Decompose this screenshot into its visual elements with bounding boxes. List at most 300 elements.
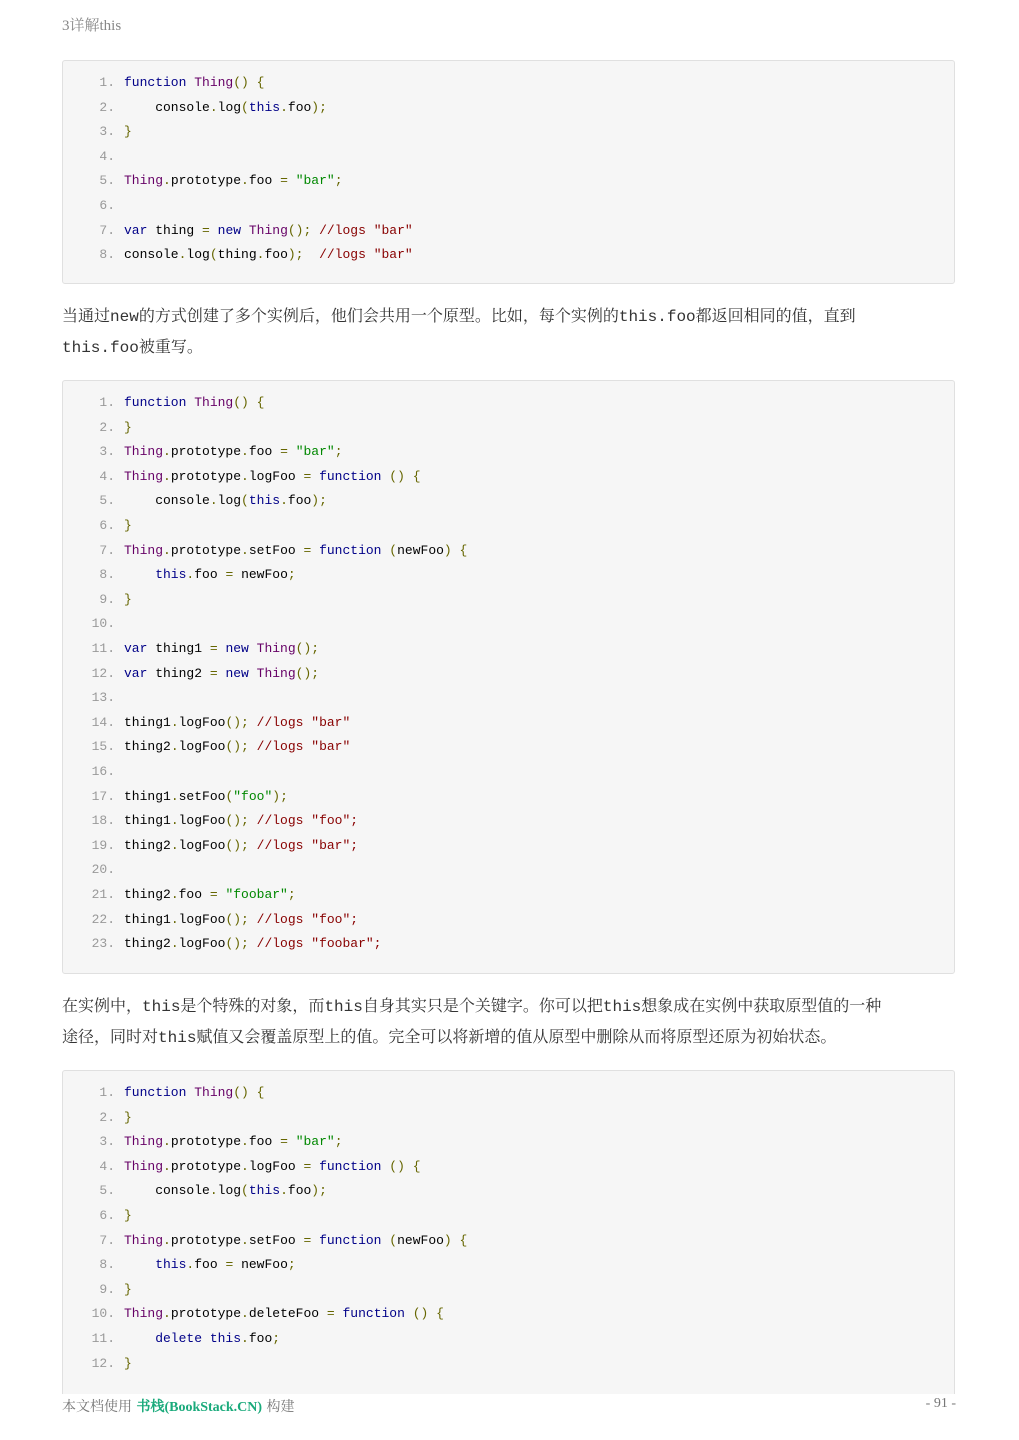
code-token: log: [217, 493, 242, 509]
line-number: 1.: [99, 1085, 115, 1100]
code-token: );: [287, 247, 320, 263]
code-token: .: [170, 788, 179, 804]
code-token: .: [170, 887, 179, 902]
code-token: foo: [248, 173, 281, 189]
code-token: =: [303, 542, 320, 558]
code-token: "bar": [295, 444, 335, 460]
code-token: .: [163, 173, 171, 189]
code-token: new: [225, 665, 257, 681]
code-line: [63, 836, 359, 856]
code-text: [124, 1157, 421, 1177]
line-number: 6.: [99, 198, 115, 213]
code-token: .: [241, 1232, 249, 1248]
code-text: [124, 1304, 444, 1324]
code-token: .: [209, 99, 218, 115]
code-token: .: [241, 1331, 249, 1346]
code-token: ();: [225, 739, 257, 755]
code-token: Thing: [194, 1085, 234, 1100]
line-number: 2.: [99, 99, 115, 115]
code-line: [63, 491, 327, 511]
paragraph-line: [62, 1022, 962, 1053]
code-text: [124, 541, 467, 561]
code-line: [63, 1157, 421, 1177]
code-text: [124, 467, 421, 487]
line-number: 18.: [91, 813, 115, 829]
code-token: =: [303, 1232, 320, 1248]
paragraph-text: 在实例中，: [62, 996, 143, 1015]
code-token: console: [124, 99, 210, 115]
code-token: foo: [248, 444, 281, 460]
code-token: =: [225, 1257, 242, 1273]
code-token: Thing: [194, 395, 234, 410]
code-token: "bar": [295, 1134, 335, 1150]
code-token: this: [248, 99, 281, 115]
code-token: Thing: [124, 444, 164, 460]
line-number: 16.: [91, 764, 115, 779]
code-line: [63, 442, 343, 462]
code-line: [63, 418, 132, 438]
code-text: [124, 590, 132, 610]
code-token: foo: [194, 567, 226, 583]
code-token: ();: [225, 936, 257, 952]
code-token: (: [389, 1232, 398, 1248]
code-token: );: [272, 788, 288, 804]
code-token: ;: [334, 1134, 343, 1150]
code-token: ();: [225, 911, 257, 927]
code-token: ) {: [443, 1232, 468, 1248]
code-token: "bar": [295, 173, 335, 189]
code-token: Thing: [124, 1232, 164, 1248]
code-token: ();: [225, 714, 257, 730]
line-number: 15.: [91, 739, 115, 755]
code-token: =: [202, 222, 218, 238]
code-token: }: [124, 1281, 132, 1297]
code-token: Thing: [124, 1306, 164, 1322]
code-line: [63, 98, 327, 118]
footer-suffix: 构建: [266, 1399, 295, 1415]
code-line: [63, 639, 320, 659]
line-number: 11.: [91, 641, 115, 656]
code-line: [63, 614, 115, 634]
code-token: prototype: [170, 444, 242, 460]
code-token: }: [124, 1109, 132, 1125]
code-token: function: [124, 1085, 195, 1100]
code-token: Thing: [124, 468, 164, 484]
code-token: .: [241, 173, 249, 189]
code-token: Thing: [124, 173, 164, 189]
code-token: =: [225, 567, 242, 583]
code-line: [63, 171, 343, 191]
code-token: prototype: [170, 173, 242, 189]
code-block-2: [62, 380, 955, 974]
code-token: prototype: [170, 1306, 242, 1322]
code-token: delete this: [124, 1331, 242, 1346]
inline-code: this.foo: [62, 339, 139, 357]
code-token: () {: [233, 395, 265, 410]
code-token: (: [389, 542, 398, 558]
line-number: 4.: [99, 468, 115, 484]
line-number: 10.: [91, 616, 115, 632]
code-token: }: [124, 419, 132, 435]
code-token: function: [124, 395, 195, 410]
code-token: //logs "foobar";: [256, 936, 382, 952]
code-token: );: [311, 99, 327, 115]
code-token: newFoo: [397, 542, 444, 558]
line-number: 4.: [99, 1158, 115, 1174]
paragraph-text: 是个特殊的对象，而: [180, 996, 325, 1015]
code-token: ;: [334, 173, 343, 189]
paragraph-line: [62, 332, 962, 363]
code-line: [63, 1206, 132, 1226]
code-token: thing1: [124, 813, 171, 829]
code-token: () {: [412, 1306, 444, 1322]
code-text: [124, 1083, 264, 1103]
code-token: thing2: [124, 837, 171, 853]
code-line: [63, 1231, 468, 1251]
code-block-3: [62, 1070, 955, 1394]
code-token: "foo": [233, 788, 273, 804]
code-token: this: [124, 567, 187, 583]
code-token: this: [248, 493, 281, 509]
code-token: function: [319, 468, 390, 484]
code-token: ();: [295, 641, 320, 656]
code-token: prototype: [170, 1134, 242, 1150]
code-token: .: [280, 1183, 288, 1199]
paragraph-line: [62, 991, 962, 1022]
code-text: [124, 1181, 327, 1201]
code-token: .: [163, 468, 171, 484]
code-token: .: [163, 1232, 171, 1248]
code-line: [63, 122, 132, 142]
code-text: [124, 639, 319, 659]
code-line: [63, 1255, 296, 1275]
line-number: 13.: [91, 690, 115, 706]
code-token: Thing: [248, 222, 288, 238]
code-token: Thing: [124, 1134, 164, 1150]
line-number: 21.: [91, 887, 115, 902]
code-line: [63, 73, 265, 93]
code-line: [63, 1108, 132, 1128]
inline-code: this: [602, 998, 642, 1016]
code-line: [63, 245, 413, 265]
code-token: ();: [225, 813, 257, 829]
code-token: }: [124, 1208, 132, 1223]
code-token: .: [170, 837, 179, 853]
code-token: log: [186, 247, 210, 263]
code-token: .: [241, 1306, 249, 1322]
inline-code: this.foo: [618, 308, 696, 326]
code-token: setFoo: [248, 542, 304, 558]
code-token: this: [124, 1257, 187, 1273]
line-number: 7.: [99, 222, 115, 238]
code-line: [63, 688, 115, 708]
paragraph-line: [62, 301, 962, 332]
code-text: [124, 934, 381, 954]
code-line: [63, 737, 351, 757]
code-token: .: [163, 444, 171, 460]
code-token: .: [170, 739, 179, 755]
code-text: [124, 1231, 467, 1251]
code-text: [124, 1206, 132, 1226]
code-token: thing: [155, 222, 203, 238]
code-text: [124, 171, 343, 191]
code-token: prototype: [170, 1232, 242, 1248]
line-number: 7.: [99, 1232, 115, 1248]
code-text: [124, 442, 343, 462]
code-token: () {: [233, 75, 265, 90]
code-token: .: [241, 444, 249, 460]
code-text: [124, 713, 350, 733]
line-number: 14.: [91, 714, 115, 730]
code-text: [124, 516, 132, 536]
code-line: [63, 860, 115, 880]
code-token: Thing: [124, 542, 164, 558]
code-token: //logs "bar": [256, 714, 351, 730]
code-line: [63, 787, 288, 807]
paragraph-text: 赋值又会覆盖原型上的值。完全可以将新增的值从原型中删除从而将原型还原为初始状态。: [196, 1027, 837, 1046]
code-text: [124, 418, 132, 438]
code-token: new: [225, 641, 257, 656]
code-token: foo: [194, 1257, 226, 1273]
code-text: [124, 73, 264, 93]
code-token: logFoo: [178, 813, 226, 829]
code-token: ();: [225, 837, 257, 853]
code-token: .: [209, 493, 218, 509]
code-token: foo: [248, 1134, 281, 1150]
line-number: 8.: [99, 247, 115, 263]
code-line: [63, 541, 468, 561]
code-line: [63, 221, 413, 241]
code-token: logFoo: [178, 936, 226, 952]
code-token: foo: [287, 99, 312, 115]
code-token: prototype: [170, 1158, 242, 1174]
code-token: thing1: [155, 641, 210, 656]
code-token: setFoo: [178, 788, 226, 804]
paragraph-2: [62, 991, 962, 1053]
code-token: newFoo: [241, 1257, 288, 1273]
code-token: logFoo: [178, 911, 226, 927]
code-token: ;: [287, 887, 296, 902]
code-token: () {: [233, 1085, 265, 1100]
code-token: (: [225, 788, 234, 804]
code-token: .: [256, 247, 265, 263]
code-line: [63, 762, 115, 782]
code-token: setFoo: [248, 1232, 304, 1248]
code-text: [124, 910, 358, 930]
code-token: () {: [389, 1158, 421, 1174]
inline-code: this: [324, 998, 363, 1016]
line-number: 7.: [99, 542, 115, 558]
code-token: deleteFoo: [248, 1306, 327, 1322]
line-number: 20.: [91, 862, 115, 878]
code-token: (: [241, 99, 249, 115]
code-line: [63, 1329, 281, 1349]
code-token: thing1: [124, 714, 171, 730]
line-number: 8.: [99, 1257, 115, 1273]
code-token: .: [170, 936, 179, 952]
code-token: ) {: [443, 542, 468, 558]
code-token: console: [124, 247, 179, 263]
code-token: foo: [178, 887, 210, 902]
code-token: prototype: [170, 468, 242, 484]
footer-prefix: 本文档使用: [62, 1399, 132, 1415]
code-line: [63, 811, 359, 831]
code-token: console: [124, 493, 210, 509]
code-token: log: [217, 1183, 242, 1199]
code-token: ;: [272, 1331, 281, 1346]
code-token: thing2: [124, 739, 171, 755]
code-text: [124, 787, 288, 807]
code-line: [63, 590, 132, 610]
code-token: ();: [295, 665, 320, 681]
line-number: 2.: [99, 419, 115, 435]
code-token: =: [209, 887, 226, 902]
code-text: [124, 737, 350, 757]
code-token: .: [170, 911, 179, 927]
code-token: .: [186, 567, 195, 583]
code-token: thing2: [124, 936, 171, 952]
code-token: var: [124, 665, 156, 681]
code-line: [63, 196, 115, 216]
code-token: .: [163, 1134, 171, 1150]
line-number: 1.: [99, 75, 115, 90]
code-text: [124, 1132, 343, 1152]
code-line: [63, 910, 359, 930]
line-number: 9.: [99, 591, 115, 607]
page-header-title: 3详解this: [62, 18, 122, 34]
inline-code: this: [142, 998, 181, 1016]
code-token: new: [217, 222, 249, 238]
code-line: [63, 1304, 444, 1324]
code-token: //logs "foo";: [256, 911, 359, 927]
line-number: 3.: [99, 444, 115, 460]
code-token: =: [280, 173, 296, 189]
code-line: [63, 934, 382, 954]
code-line: [63, 1280, 132, 1300]
paragraph-text: 自身其实只是个关键字。你可以把: [362, 996, 603, 1015]
code-token: logFoo: [248, 1158, 304, 1174]
code-token: Thing: [194, 75, 234, 90]
code-token: (: [241, 1183, 249, 1199]
line-number: 4.: [99, 148, 115, 164]
code-token: function: [342, 1306, 413, 1322]
code-token: Thing: [256, 641, 296, 656]
code-text: [124, 1108, 132, 1128]
code-token: function: [319, 1232, 390, 1248]
line-number: 8.: [99, 567, 115, 583]
paragraph-text: 都返回相同的值，直到: [695, 306, 856, 325]
code-token: ;: [287, 1257, 296, 1273]
code-line: [63, 516, 132, 536]
code-token: newFoo: [241, 567, 288, 583]
code-token: .: [163, 542, 171, 558]
bookstack-link[interactable]: 书栈(BookStack.CN): [136, 1400, 263, 1415]
code-token: =: [303, 468, 320, 484]
code-token: thing2: [155, 665, 210, 681]
code-token: );: [311, 1183, 327, 1199]
code-token: }: [124, 1355, 132, 1371]
code-token: .: [280, 493, 288, 509]
code-token: //logs "bar": [319, 247, 413, 263]
line-number: 11.: [91, 1331, 115, 1346]
code-token: foo: [264, 247, 288, 263]
code-text: [124, 1329, 280, 1349]
code-token: .: [163, 1158, 171, 1174]
code-token: var: [124, 641, 156, 656]
code-token: logFoo: [178, 837, 226, 853]
line-number: 17.: [91, 788, 115, 804]
line-number: 19.: [91, 837, 115, 853]
line-number: 3.: [99, 124, 115, 140]
code-token: .: [241, 1134, 249, 1150]
paragraph-text: 当通过: [62, 306, 111, 325]
code-token: thing: [217, 247, 257, 263]
code-token: .: [170, 714, 179, 730]
code-token: //logs "bar";: [256, 837, 359, 853]
code-token: function: [124, 75, 195, 90]
code-token: logFoo: [178, 739, 226, 755]
code-token: console: [124, 1183, 210, 1199]
code-text: [124, 836, 358, 856]
code-token: //logs "foo";: [256, 813, 359, 829]
code-token: //logs "bar": [319, 222, 413, 238]
code-token: .: [241, 1158, 249, 1174]
code-line: [63, 1181, 327, 1201]
paragraph-text: 途径，同时对: [62, 1027, 159, 1046]
code-token: .: [178, 247, 187, 263]
code-line: [63, 565, 296, 585]
line-number: 9.: [99, 1281, 115, 1297]
inline-code: this: [158, 1029, 197, 1047]
paragraph-text: 的方式创建了多个实例后，他们会共用一个原型。比如，每个实例的: [138, 306, 619, 325]
code-token: .: [241, 542, 249, 558]
code-line: [63, 664, 320, 684]
code-line: [63, 467, 421, 487]
code-token: .: [186, 1257, 195, 1273]
code-token: thing1: [124, 911, 171, 927]
code-token: }: [124, 591, 132, 607]
code-token: .: [209, 1183, 218, 1199]
code-token: logFoo: [248, 468, 304, 484]
paragraph-text: 被重写。: [138, 337, 203, 356]
code-line: [63, 885, 296, 905]
line-number: 6.: [99, 1208, 115, 1223]
code-text: [124, 245, 413, 265]
code-text: [124, 664, 319, 684]
code-token: function: [319, 542, 390, 558]
code-line: [63, 1354, 132, 1374]
code-text: [124, 393, 264, 413]
code-token: logFoo: [178, 714, 226, 730]
page-number: - 91 -: [925, 1396, 956, 1411]
code-token: .: [163, 1306, 171, 1322]
code-text: [124, 811, 358, 831]
code-token: prototype: [170, 542, 242, 558]
code-token: var: [124, 222, 156, 238]
code-text: [124, 98, 327, 118]
code-token: function: [319, 1158, 390, 1174]
code-token: =: [209, 641, 226, 656]
code-text: [124, 122, 132, 142]
code-token: ;: [287, 567, 296, 583]
line-number: 23.: [91, 936, 115, 952]
paragraph-text: 想象成在实例中获取原型值的一种: [641, 996, 882, 1015]
code-token: =: [209, 665, 226, 681]
code-token: Thing: [124, 1158, 164, 1174]
line-number: 5.: [99, 173, 115, 189]
code-token: foo: [287, 1183, 312, 1199]
code-token: foo: [248, 1331, 273, 1346]
